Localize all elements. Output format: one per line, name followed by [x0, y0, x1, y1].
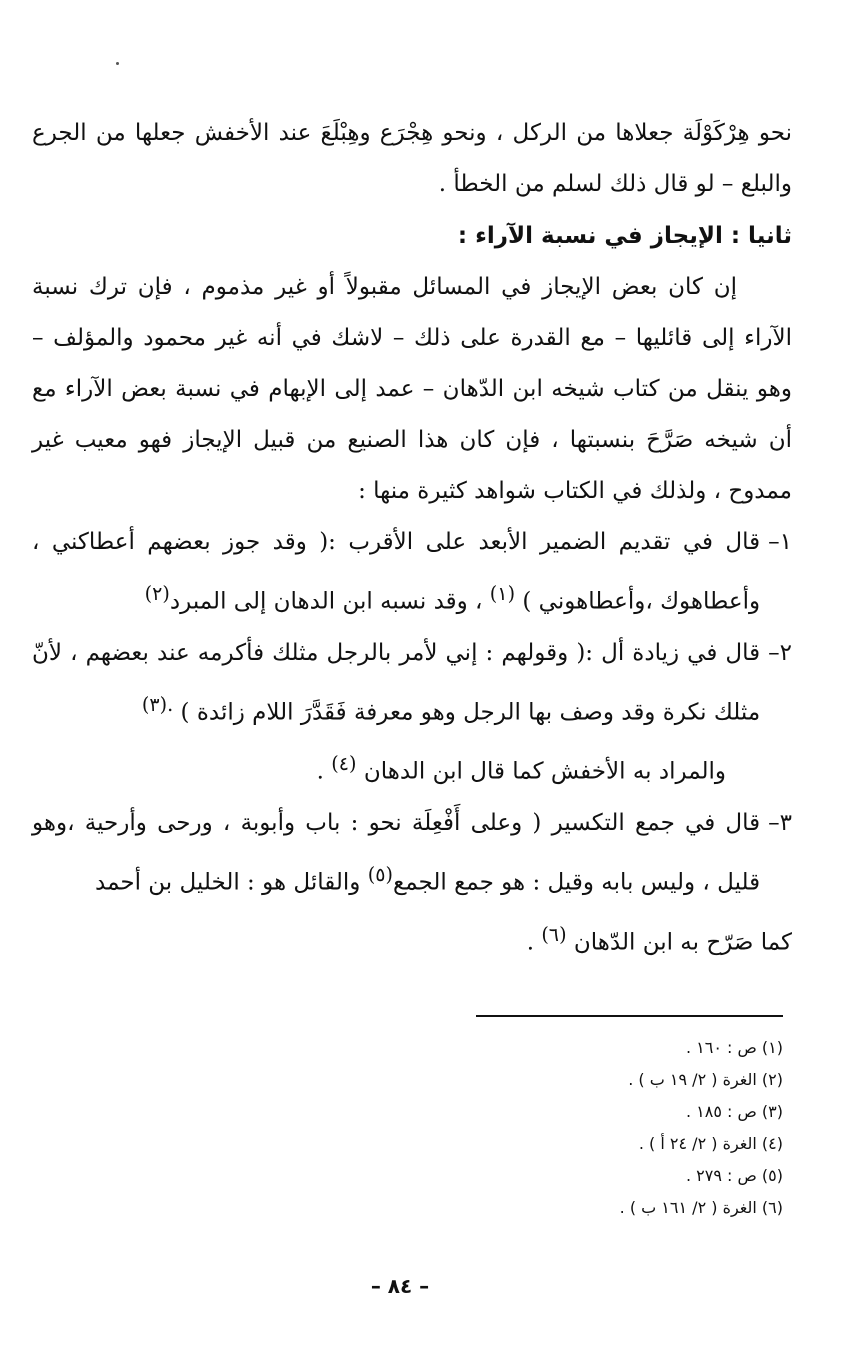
footnote-ref: (٥) [367, 862, 393, 886]
item-text-part: قال في زيادة أل :( وقولهم : إني لأمر بالرجل مثلك فأكرمه عند بعضهم ، لأنّ مثلك نكرة وقد وصف بها الرجل وهو معرفة فَقَدَّرَ اللام زائدة ) [32, 639, 761, 726]
footnote-3: (٣) ص : ١٨٥ . [685, 1102, 783, 1121]
scan-speck [116, 62, 119, 65]
list-item-text [32, 798, 760, 909]
list-number: ٢– [768, 639, 792, 666]
item-text-part: قال في جمع التكسير ( وعلى أَفْعِلَة نحو : باب وأبوبة ، ورحى وأرحية ،وهو قليل ، وليس بابه وقيل : هو جمع الجمع [32, 809, 761, 896]
tail-text: كما صَرّح به ابن الدّهان [566, 929, 792, 956]
footnote-5: (٥) ص : ٢٧٩ . [685, 1166, 783, 1185]
footnote-ref: (١) [489, 582, 516, 605]
item-text-part: قال في تقديم الضمير الأبعد على الأقرب :( وقد جوز بعضهم أعطاكني ، وأعطاهوك ،وأعطاهوني ) [32, 529, 761, 615]
page-number: – ٨٤ – [370, 1274, 430, 1298]
list-number: ٣– [768, 809, 792, 836]
footnotes [453, 1032, 783, 1224]
paragraph-1: نحو هِرْكَوْلَة جعلاها من الركل ، ونحو هِجْرَع وهِبْلَعَ عند الأخفش جعلها من الجرع والبلع – لو قال ذلك لسلم من الخطأ . [32, 120, 792, 197]
item-text-part: ، وقد نسبه ابن الدهان إلى المبرد [169, 588, 490, 615]
footnote-ref: (٤) [331, 752, 357, 776]
section-heading: ثانيا : الإيجاز في نسبة الآراء : [457, 223, 792, 249]
list-item-3 [32, 798, 792, 909]
list-item-text [32, 628, 760, 739]
footnote-6: (٦) الغرة ( ٢/ ١٦١ ب ) . [619, 1198, 783, 1217]
footnote-1: (١) ص : ١٦٠ . [685, 1038, 783, 1057]
paragraph-2: إن كان بعض الإيجاز في المسائل مقبولاً أو غير مذموم ، فإن ترك نسبة الآراء إلى قائليها – مع القدرة على ذلك – لاشك في أنه غير محمود والمؤلف – وهو ينقل من كتاب شيخه ابن الدّهان – عمد إلى الإبهام في نسبة بعض الآراء مع أن شيخه صَرَّحَ بنسبتها ، فإن كان هذا الصنيع من قبيل الإيجاز فهو معيب غير ممدوح ، ولذلك في الكتاب شواهد كثيرة منها : [32, 274, 792, 504]
list-item-text [32, 517, 760, 628]
note-text: والمراد به الأخفش كما قال ابن الدهان [356, 758, 726, 785]
footnote-4: (٤) الغرة ( ٢/ ٢٤ أ ) . [638, 1134, 783, 1153]
item-2-note [32, 738, 792, 798]
list-item-1 [32, 517, 792, 628]
item-text-part: والقائل هو : الخليل بن أحمد [95, 869, 368, 896]
footnote-2: (٢) الغرة ( ٢/ ١٩ ب ) . [628, 1070, 783, 1089]
tail-end: . [526, 929, 542, 956]
footnote-divider [476, 1015, 783, 1017]
list-item-2 [32, 628, 792, 739]
footnote-ref: (٢) [144, 582, 170, 605]
footnote-ref: (٦) [541, 922, 567, 946]
footnote-ref: .(٣) [141, 692, 174, 716]
list-number: ١– [768, 529, 792, 555]
page-body [32, 108, 792, 968]
item-3-tail [32, 909, 792, 969]
note-end: . [316, 758, 332, 785]
